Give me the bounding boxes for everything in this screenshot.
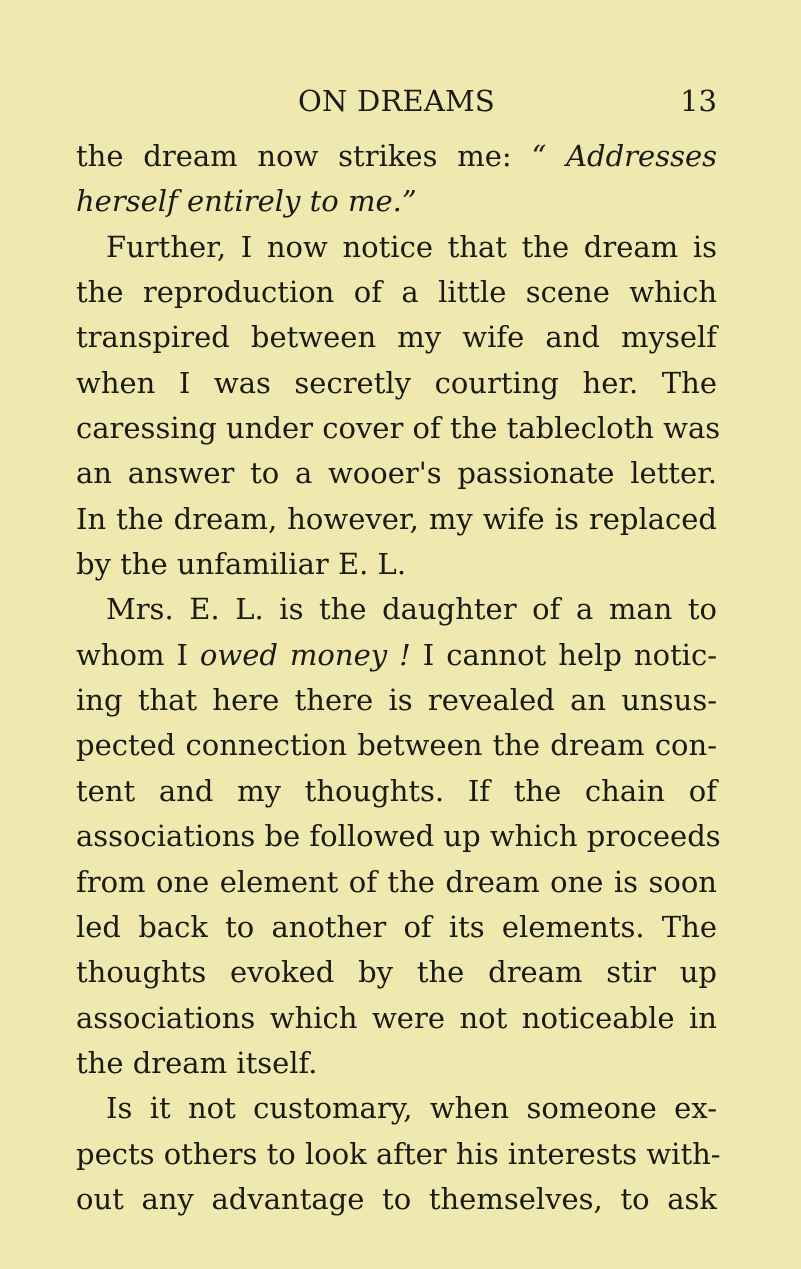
chapter-title: ON DREAMS: [298, 84, 495, 118]
text-run: thoughts evoked by the dream stir up: [76, 955, 717, 990]
text-run: the reproduction of a little scene which: [76, 275, 717, 310]
text-line: [76, 225, 717, 270]
text-run: out any advantage to themselves, to ask: [76, 1181, 717, 1216]
text-line: [76, 451, 717, 496]
running-head: [76, 84, 717, 124]
text-line: [76, 860, 717, 905]
text-run: In the dream, however, my wife is replaced: [76, 501, 717, 536]
text-line: [76, 905, 717, 950]
text-line: [76, 179, 717, 224]
text-run: transpired between my wife and myself: [76, 320, 717, 355]
text-run: pects others to look after his interests with-: [76, 1136, 721, 1171]
text-run: the dream itself.: [76, 1045, 318, 1080]
text-run: when I was secretly courting her. The: [76, 365, 717, 400]
text-line: [76, 361, 717, 406]
text-run: Further, I now notice that the dream is: [106, 229, 717, 264]
text-run: led back to another of its elements. The: [76, 909, 717, 944]
text-line: [76, 1177, 717, 1222]
text-line: [76, 996, 717, 1041]
text-run: from one element of the dream one is soon: [76, 864, 717, 899]
text-line: [76, 1086, 717, 1131]
page-number: 13: [680, 84, 717, 118]
text-line: [76, 633, 717, 678]
text-run: pected connection between the dream con-: [76, 728, 717, 763]
text-run: Mrs. E. L. is the daughter of a man to: [106, 592, 717, 627]
text-line: [76, 814, 721, 859]
text-run: associations be followed up which proceeds: [76, 819, 721, 854]
body-text: [76, 134, 721, 1222]
text-run-italic: herself entirely to me.”: [76, 184, 417, 219]
text-line: [76, 270, 717, 315]
text-run-italic: owed money !: [199, 637, 411, 672]
text-line: [76, 542, 717, 587]
text-run: tent and my thoughts. If the chain of: [76, 773, 717, 808]
text-line: [76, 769, 717, 814]
text-line: [76, 134, 717, 179]
text-run: whom I: [76, 637, 200, 672]
text-run-italic: “ Addresses: [531, 139, 717, 173]
text-line: [76, 497, 717, 542]
text-line: [76, 315, 717, 360]
text-line: [76, 950, 717, 995]
text-run: I cannot help notic-: [410, 637, 717, 672]
text-line: [76, 678, 717, 723]
text-run: the dream now strikes me:: [76, 139, 532, 173]
text-line: [76, 587, 717, 632]
text-run: caressing under cover of the tablecloth was: [76, 411, 721, 446]
text-line: [76, 723, 717, 768]
text-run: an answer to a wooer's passionate letter.: [76, 456, 717, 491]
text-run: associations which were not noticeable in: [76, 1000, 717, 1035]
text-line: [76, 1132, 721, 1177]
text-line: [76, 1041, 717, 1086]
text-run: Is it not customary, when someone ex-: [106, 1091, 717, 1126]
text-run: ing that here there is revealed an unsus-: [76, 683, 717, 718]
text-line: [76, 406, 721, 451]
text-run: by the unfamiliar E. L.: [76, 547, 407, 582]
